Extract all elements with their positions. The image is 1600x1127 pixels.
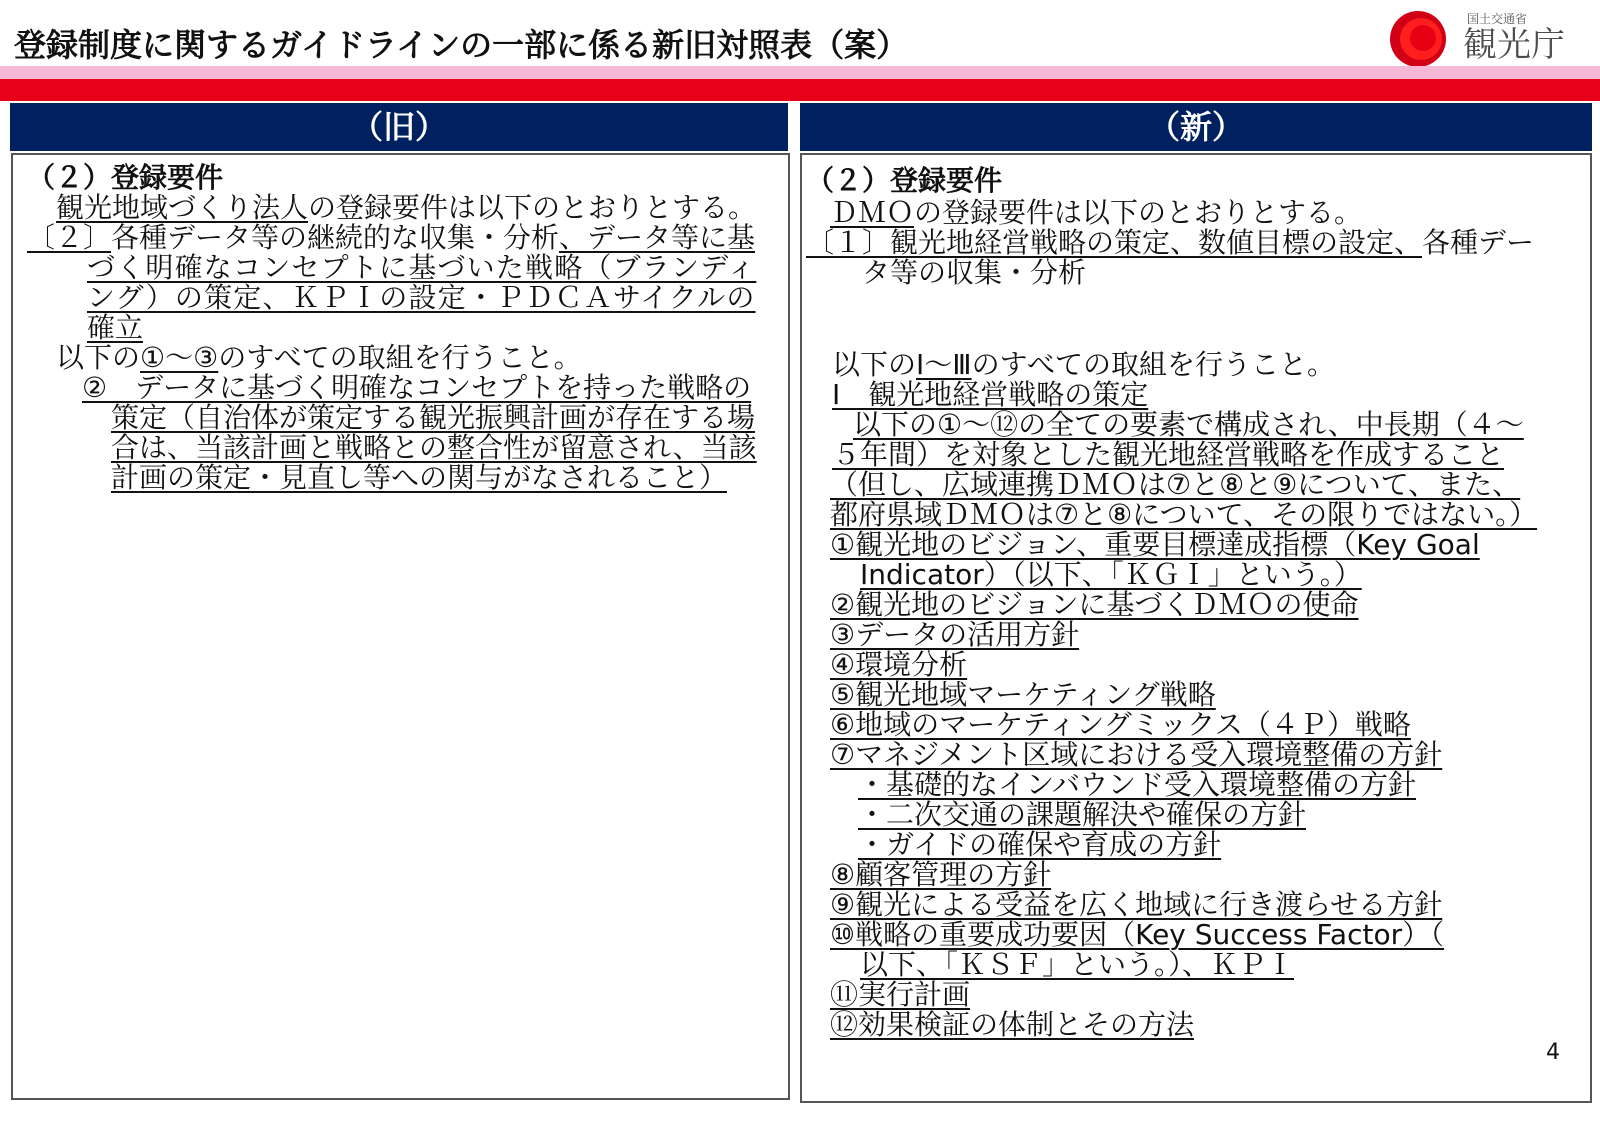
new-list-item [830, 650, 967, 680]
old-text-line [111, 403, 755, 433]
new-list-item [830, 740, 1442, 770]
new-list-item [830, 620, 1079, 650]
text-segment: 、データ等に基 [559, 221, 756, 254]
new-text-line [853, 410, 1524, 440]
logo-agency-text: 観光庁 [1463, 25, 1565, 65]
new-text-panel [800, 153, 1592, 1103]
text-segment: ・ガイドの確保や育成の方針 [858, 828, 1222, 861]
text-segment: ③データの活用方針 [830, 618, 1080, 651]
new-text-line [830, 470, 1520, 500]
old-text-line [111, 463, 727, 493]
new-list-item [830, 530, 1480, 560]
text-segment: Ⅰ～Ⅲ [916, 348, 972, 381]
text-segment: ング）の策定、ＫＰＩの設定・ＰＤＣＡサイクルの [87, 281, 756, 314]
text-segment: タ等の収集・分析 [862, 256, 1087, 289]
old-text-line [82, 373, 751, 403]
text-segment: ⑧顧客管理の方針 [830, 858, 1052, 891]
text-segment: の登録要件は以下のとおりとする。 [914, 196, 1363, 229]
old-text-line [87, 253, 756, 283]
text-segment: ５年間）を対象とした観光地経営戦略を作成すること [832, 438, 1505, 471]
text-segment: 各種データ等の継続的な収集・分析 [111, 221, 560, 254]
new-section-heading [806, 166, 1002, 196]
text-segment: 計画の策定・見直し等への関与がなされること） [111, 461, 728, 494]
new-text-line [862, 258, 1086, 288]
text-segment: 観光地域づくり法人 [56, 191, 309, 224]
new-sub-list-item [858, 830, 1221, 860]
text-segment: 策定（自治体が策定する観光振興計画が存在する場 [111, 401, 756, 434]
header-stripe-red [0, 79, 1600, 101]
new-list-item [830, 710, 1411, 740]
old-text-line [87, 283, 756, 313]
text-segment: ①～③ [140, 341, 219, 374]
text-segment: 以下、「ＫＳＦ」という。）、ＫＰＩ [860, 948, 1295, 981]
text-segment: のすべての取組を行うこと。 [218, 341, 582, 374]
new-list-item [830, 920, 1444, 950]
text-segment: （２）登録要件 [806, 164, 1003, 197]
text-segment: 以下の [56, 341, 141, 374]
text-segment: ②観光地のビジョンに基づくＤＭＯの使命 [830, 588, 1359, 621]
new-list-item [830, 680, 1216, 710]
header-stripe-pink [0, 66, 1600, 79]
text-segment: （２）登録要件 [27, 161, 224, 194]
text-segment: 以下の [832, 348, 917, 381]
text-segment: ①観光地のビジョン、重要目標達成指標（Key Goal [830, 528, 1480, 561]
old-text-line [56, 343, 582, 373]
text-segment: ⑤観光地域マーケティング戦略 [830, 678, 1216, 711]
new-list-item [830, 1010, 1194, 1040]
logo-ministry-text: 国土交通省 [1467, 12, 1528, 26]
old-column-header [10, 103, 788, 151]
new-column-header [800, 103, 1592, 151]
new-list-item [830, 890, 1442, 920]
new-list-item [830, 860, 1051, 890]
new-list-item [830, 590, 1359, 620]
text-segment: （但し、広域連携ＤＭＯは⑦と⑧と⑨について、また、 [830, 468, 1521, 501]
new-text-line [860, 560, 1362, 590]
new-text-line [832, 380, 1148, 410]
text-segment: ⑩戦略の重要成功要因（Key Success Factor）（ [830, 918, 1445, 951]
text-segment: ⑨観光による受益を広く地域に行き渡らせる方針 [830, 888, 1443, 921]
page-title: 登録制度に関するガイドラインの一部に係る新旧対照表（案） [14, 26, 909, 64]
text-segment: ⑪実行計画 [830, 978, 971, 1011]
text-segment: 合は、当該計画と戦略との整合性が留意され、当該 [111, 431, 757, 464]
new-text-line [830, 500, 1537, 530]
text-segment: ⑦マネジメント区域における受入環境整備の方針 [830, 738, 1443, 771]
text-segment: ・二次交通の課題解決や確保の方針 [858, 798, 1307, 831]
old-text-line [111, 433, 757, 463]
text-segment: Indicator）（以下、「ＫＧＩ」という。） [860, 558, 1362, 591]
new-text-line [832, 350, 1335, 380]
text-segment: 〔１〕観光地経営戦略の策定、数値目標の設定、 [806, 226, 1423, 259]
text-segment: 都府県域ＤＭＯは⑦と⑧について、その限りではない。） [830, 498, 1538, 531]
new-text-line [860, 950, 1294, 980]
old-text-line [27, 223, 755, 253]
new-column-label: （新） [1147, 108, 1244, 146]
old-text-line [56, 193, 756, 223]
text-segment: Ⅰ 観光地経営戦略の策定 [832, 378, 1149, 411]
old-text-panel [11, 153, 790, 1100]
page-number: 4 [1546, 1040, 1560, 1065]
text-segment: ⑫効果検証の体制とその方法 [830, 1008, 1195, 1041]
text-segment: 以下の①～⑫の全ての要素で構成され、中長期（４～ [853, 408, 1524, 441]
text-segment: ⑥地域のマーケティングミックス（４Ｐ）戦略 [830, 708, 1411, 741]
text-segment: 各種デー [1422, 226, 1535, 259]
text-segment: ＤＭＯ [830, 196, 915, 229]
new-text-line [830, 198, 1362, 228]
new-text-line [806, 228, 1534, 258]
new-sub-list-item [858, 800, 1306, 830]
tourism-agency-emblem-icon [1388, 9, 1448, 69]
text-segment: のすべての取組を行うこと。 [971, 348, 1336, 381]
text-segment: ・基礎的なインバウンド受入環境整備の方針 [858, 768, 1417, 801]
new-list-item [830, 980, 970, 1010]
text-segment: ② データに基づく明確なコンセプトを持った戦略の [82, 371, 752, 404]
old-section-heading [27, 163, 223, 193]
old-column-label: （旧） [350, 108, 447, 146]
new-sub-list-item [858, 770, 1416, 800]
text-segment: 〔２〕 [27, 221, 112, 254]
old-text-line [87, 313, 143, 343]
text-segment: づく明確なコンセプトに基づいた戦略（ブランディ [87, 251, 757, 284]
text-segment: ④環境分析 [830, 648, 968, 681]
text-segment: の登録要件は以下のとおりとする。 [308, 191, 757, 224]
new-text-line [832, 440, 1504, 470]
text-segment: 確立 [87, 311, 144, 344]
